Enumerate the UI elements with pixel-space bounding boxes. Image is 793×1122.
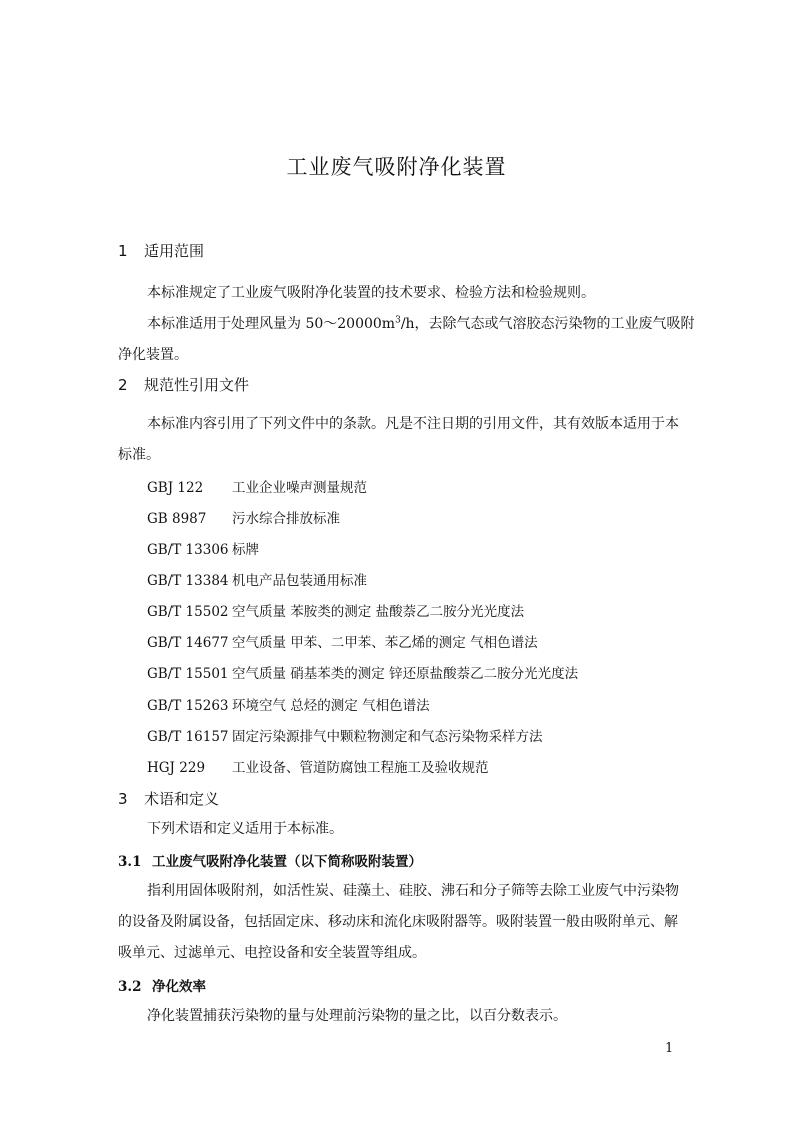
section-2-heading xyxy=(118,374,249,395)
reference-row xyxy=(147,756,489,776)
subsection-3-1-line-3: 吸单元、过滤单元、电控设备和安全装置等组成。 xyxy=(118,945,426,961)
reference-title: 机电产品包装通用标准 xyxy=(232,573,367,589)
section-2-paragraph-line-2: 标准。 xyxy=(118,447,160,463)
subsection-3-1-line-2: 的设备及附属设备，包括固定床、移动床和流化床吸附器等。吸附装置一般由吸附单元、解 xyxy=(118,914,678,930)
subsection-3-1-heading xyxy=(118,850,422,870)
section-number: 3 xyxy=(118,790,128,808)
reference-title: 污水综合排放标准 xyxy=(232,511,340,527)
reference-code: GB/T 15501 xyxy=(147,666,229,682)
subsection-3-2-line-1: 净化装置捕获污染物的量与处理前污染物的量之比，以百分数表示。 xyxy=(147,1008,567,1024)
subsection-title: 净化效率 xyxy=(152,979,206,995)
reference-code: GBJ 122 xyxy=(147,480,204,496)
reference-title: 环境空气 总烃的测定 气相色谱法 xyxy=(232,698,430,714)
section-3-paragraph: 下列术语和定义适用于本标准。 xyxy=(147,821,343,837)
section-1-paragraph-2-line-1 xyxy=(147,313,707,333)
reference-code: GB/T 14677 xyxy=(147,635,229,651)
reference-title: 空气质量 甲苯、二甲苯、苯乙烯的测定 气相色谱法 xyxy=(232,635,538,651)
reference-row xyxy=(147,631,538,651)
subsection-number: 3.1 xyxy=(118,854,142,870)
reference-title: 标牌 xyxy=(232,542,259,558)
superscript: 3 xyxy=(395,315,401,326)
reference-row xyxy=(147,662,578,682)
section-3-heading xyxy=(118,788,219,809)
reference-row xyxy=(147,538,259,558)
reference-title: 工业设备、管道防腐蚀工程施工及验收规范 xyxy=(232,760,489,776)
reference-row xyxy=(147,725,543,745)
reference-code: GB/T 15502 xyxy=(147,604,229,620)
subsection-3-1-line-1: 指利用固体吸附剂，如活性炭、硅藻土、硅胶、沸石和分子筛等去除工业废气中污染物 xyxy=(147,883,679,899)
section-1-heading xyxy=(118,240,204,261)
section-1-paragraph-1: 本标准规定了工业废气吸附净化装置的技术要求、检验方法和检验规则。 xyxy=(147,285,595,301)
reference-row xyxy=(147,476,367,496)
section-number: 2 xyxy=(118,376,128,394)
subsection-title: 工业废气吸附净化装置（以下简称吸附装置） xyxy=(152,854,422,870)
reference-code: GB/T 13384 xyxy=(147,573,229,589)
text-run: 本标准适用于处理风量为 50～20000m xyxy=(147,316,396,332)
reference-title: 空气质量 苯胺类的测定 盐酸萘乙二胺分光光度法 xyxy=(232,604,525,620)
reference-row xyxy=(147,507,340,527)
reference-code: GB/T 16157 xyxy=(147,729,229,745)
reference-title: 空气质量 硝基苯类的测定 锌还原盐酸萘乙二胺分光光度法 xyxy=(232,666,579,682)
reference-title: 固定污染源排气中颗粒物测定和气态污染物采样方法 xyxy=(232,729,543,745)
section-title: 术语和定义 xyxy=(144,790,220,808)
reference-code: GB/T 15263 xyxy=(147,698,229,714)
reference-row xyxy=(147,694,430,714)
section-number: 1 xyxy=(118,242,128,260)
reference-code: GB/T 13306 xyxy=(147,542,229,558)
reference-title: 工业企业噪声测量规范 xyxy=(232,480,367,496)
subsection-3-2-heading xyxy=(118,975,206,995)
document-title: 工业废气吸附净化装置 xyxy=(286,155,507,179)
text-run: /h，去除气态或气溶胶态污染物的工业废气吸附 xyxy=(400,316,695,332)
section-title: 规范性引用文件 xyxy=(144,376,250,394)
section-2-paragraph-line-1: 本标准内容引用了下列文件中的条款。凡是不注日期的引用文件，其有效版本适用于本 xyxy=(147,416,679,432)
reference-row xyxy=(147,569,367,589)
section-1-paragraph-2-line-2: 净化装置。 xyxy=(118,347,188,363)
reference-code: GB 8987 xyxy=(147,511,207,527)
reference-row xyxy=(147,600,524,620)
subsection-number: 3.2 xyxy=(118,979,142,995)
page-number: 1 xyxy=(665,1041,674,1056)
reference-code: HGJ 229 xyxy=(147,760,206,776)
section-title: 适用范围 xyxy=(144,242,205,260)
